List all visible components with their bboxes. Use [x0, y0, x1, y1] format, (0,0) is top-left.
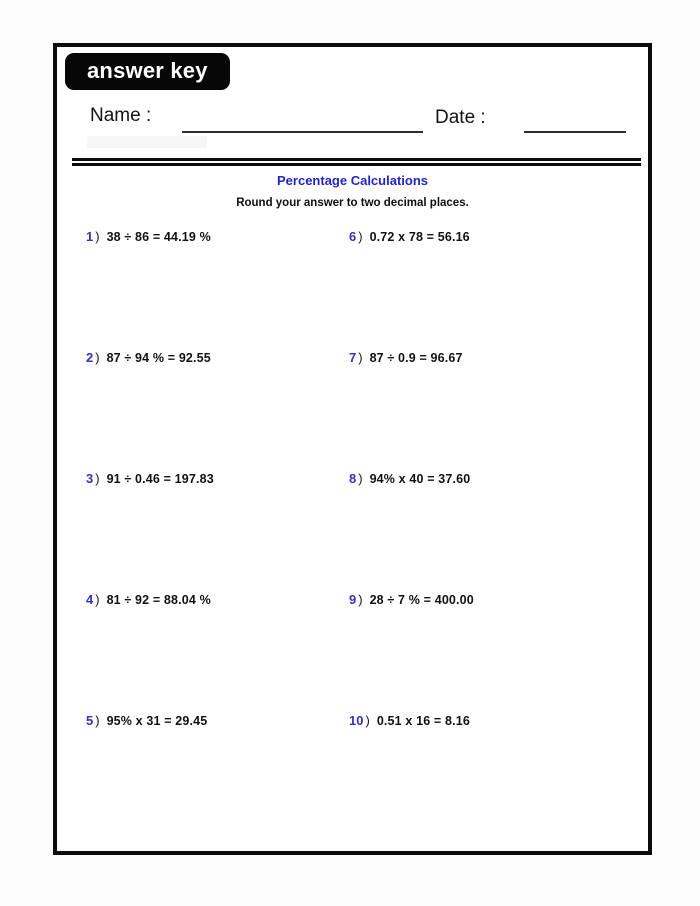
date-input-line[interactable] [524, 131, 626, 133]
problem-1 [86, 229, 211, 244]
problem-10 [349, 713, 470, 728]
problem-paren: ) [95, 471, 100, 486]
problem-column-left [86, 229, 356, 834]
problem-number: 10 [349, 713, 364, 728]
name-label: Name : [90, 105, 152, 126]
problem-row [349, 713, 619, 834]
problem-paren: ) [358, 229, 363, 244]
header-divider [72, 158, 641, 166]
page-subtitle: Round your answer to two decimal places. [236, 197, 469, 209]
problem-row [86, 471, 356, 592]
problem-expression: 0.51 x 16 = 8.16 [376, 714, 470, 728]
problem-paren: ) [365, 713, 370, 728]
problem-number: 4 [86, 592, 94, 607]
problem-number: 1 [86, 229, 94, 244]
problem-expression: 0.72 x 78 = 56.16 [369, 230, 470, 244]
problem-expression: 91 ÷ 0.46 = 197.83 [106, 472, 214, 486]
problem-expression: 95% x 31 = 29.45 [106, 714, 208, 728]
problem-row [86, 350, 356, 471]
problem-3 [86, 471, 214, 486]
problem-paren: ) [95, 229, 100, 244]
problem-number: 2 [86, 350, 94, 365]
problem-expression: 87 ÷ 0.9 = 96.67 [369, 351, 463, 365]
problem-8 [349, 471, 470, 486]
problem-number: 5 [86, 713, 94, 728]
problem-4 [86, 592, 211, 607]
problem-6 [349, 229, 470, 244]
problem-5 [86, 713, 207, 728]
problem-number: 6 [349, 229, 357, 244]
problem-number: 8 [349, 471, 357, 486]
name-input-line[interactable] [182, 131, 423, 133]
problem-row [86, 592, 356, 713]
problem-number: 9 [349, 592, 357, 607]
date-label: Date : [435, 107, 486, 128]
scan-artifact [87, 136, 207, 148]
answer-key-badge: answer key [65, 53, 230, 90]
problem-paren: ) [95, 713, 100, 728]
problem-9 [349, 592, 474, 607]
problem-row [86, 713, 356, 834]
problem-paren: ) [358, 592, 363, 607]
problem-row [86, 229, 356, 350]
problem-expression: 87 ÷ 94 % = 92.55 [106, 351, 211, 365]
problem-paren: ) [95, 350, 100, 365]
worksheet-page [53, 43, 652, 855]
problem-number: 7 [349, 350, 357, 365]
problem-row [349, 229, 619, 350]
problem-row [349, 471, 619, 592]
problem-expression: 94% x 40 = 37.60 [369, 472, 471, 486]
problem-2 [86, 350, 211, 365]
problem-expression: 81 ÷ 92 = 88.04 % [106, 593, 211, 607]
problem-column-right [349, 229, 619, 834]
divider-bar-bottom [72, 163, 641, 166]
problem-expression: 28 ÷ 7 % = 400.00 [369, 593, 474, 607]
problem-row [349, 350, 619, 471]
problem-number: 3 [86, 471, 94, 486]
problem-paren: ) [358, 350, 363, 365]
page-title: Percentage Calculations [277, 173, 428, 188]
problem-paren: ) [358, 471, 363, 486]
problem-expression: 38 ÷ 86 = 44.19 % [106, 230, 211, 244]
problem-row [349, 592, 619, 713]
problem-paren: ) [95, 592, 100, 607]
problem-7 [349, 350, 463, 365]
